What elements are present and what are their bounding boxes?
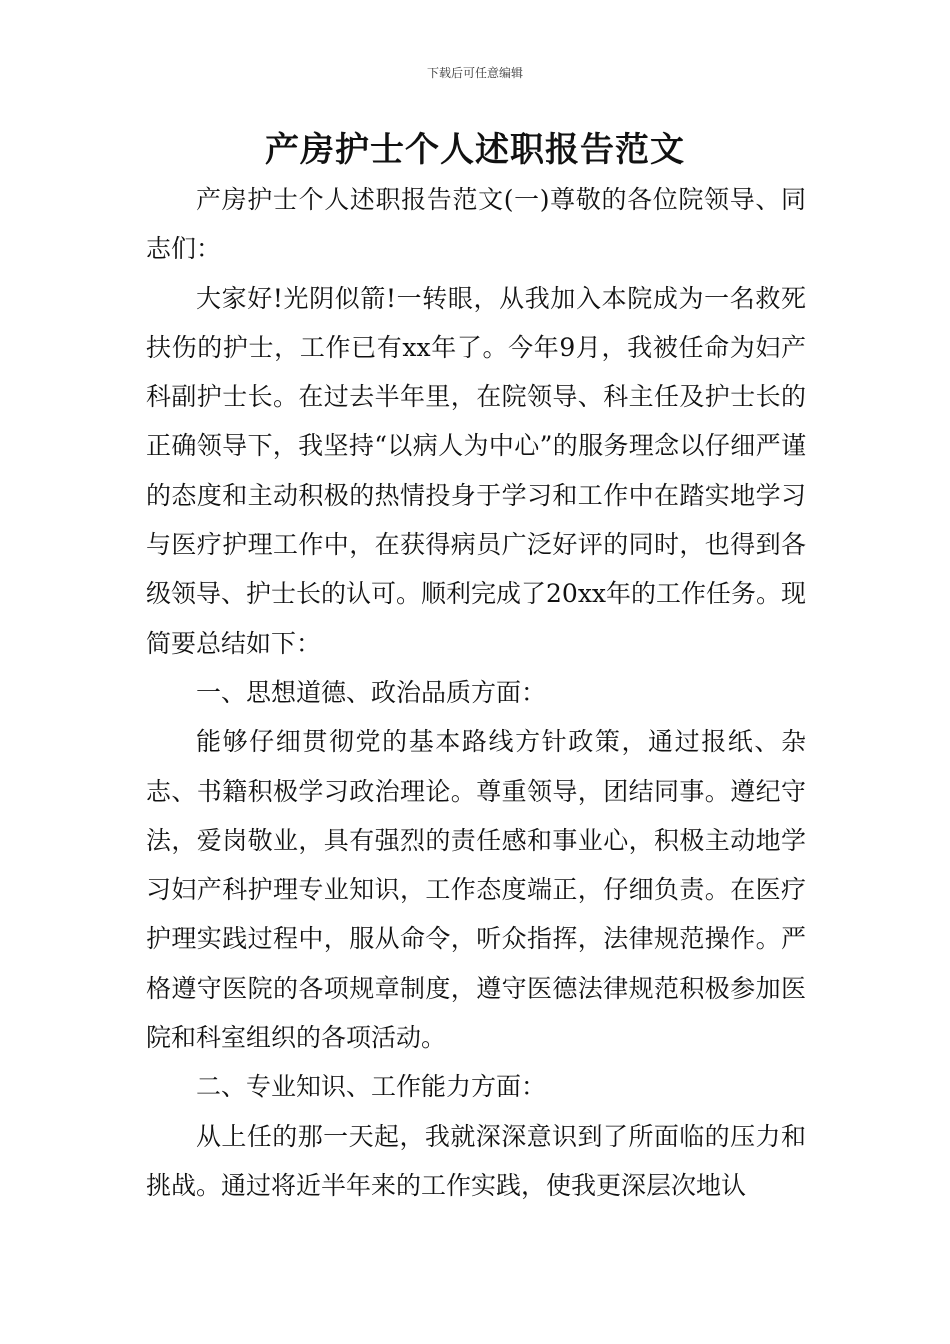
paragraph-greeting: 大家好!光阴似箭!一转眼，从我加入本院成为一名救死扶伤的护士，工作已有xx年了。今年9月，我被任命为妇产科副护士长。在过去半年里，在院领导、科主任及护士长的正确领导下，我坚持“以病人为中心”的服务理念以仔细严谨的态度和主动积极的热情投身于学习和工作中在踏实地学习与医疗护理工作中，在获得病员广泛好评的同时，也得到各级领导、护士长的认可。顺利完成了20xx年的工作任务。现简要总结如下：	[146, 283, 807, 658]
paragraph-ethics: 能够仔细贯彻党的基本路线方针政策，通过报纸、杂志、书籍积极学习政治理论。尊重领导，团结同事。遵纪守法，爱岗敬业，具有强烈的责任感和事业心，积极主动地学习妇产科护理专业知识，工作态度端正，仔细负责。在医疗护理实践过程中，服从命令，听众指挥，法律规范操作。严格遵守医院的各项规章制度，遵守医德法律规范积极参加医院和科室组织的各项活动。	[146, 727, 806, 1053]
paragraph-intro: 产房护士个人述职报告范文(一)尊敬的各位院领导、同志们：	[146, 185, 806, 264]
document-title: 产房护士个人述职报告范文	[265, 130, 685, 170]
header-note: 下载后可任意编辑	[426, 66, 523, 80]
section-heading-ethics: 一、思想道德、政治品质方面：	[196, 677, 547, 707]
section-heading-skills: 二、专业知识、工作能力方面：	[196, 1072, 547, 1102]
document-body	[146, 175, 806, 1210]
paragraph-skills: 从上任的那一天起，我就深深意识到了所面临的压力和挑战。通过将近半年来的工作实践，使我更深层次地认	[146, 1121, 806, 1200]
